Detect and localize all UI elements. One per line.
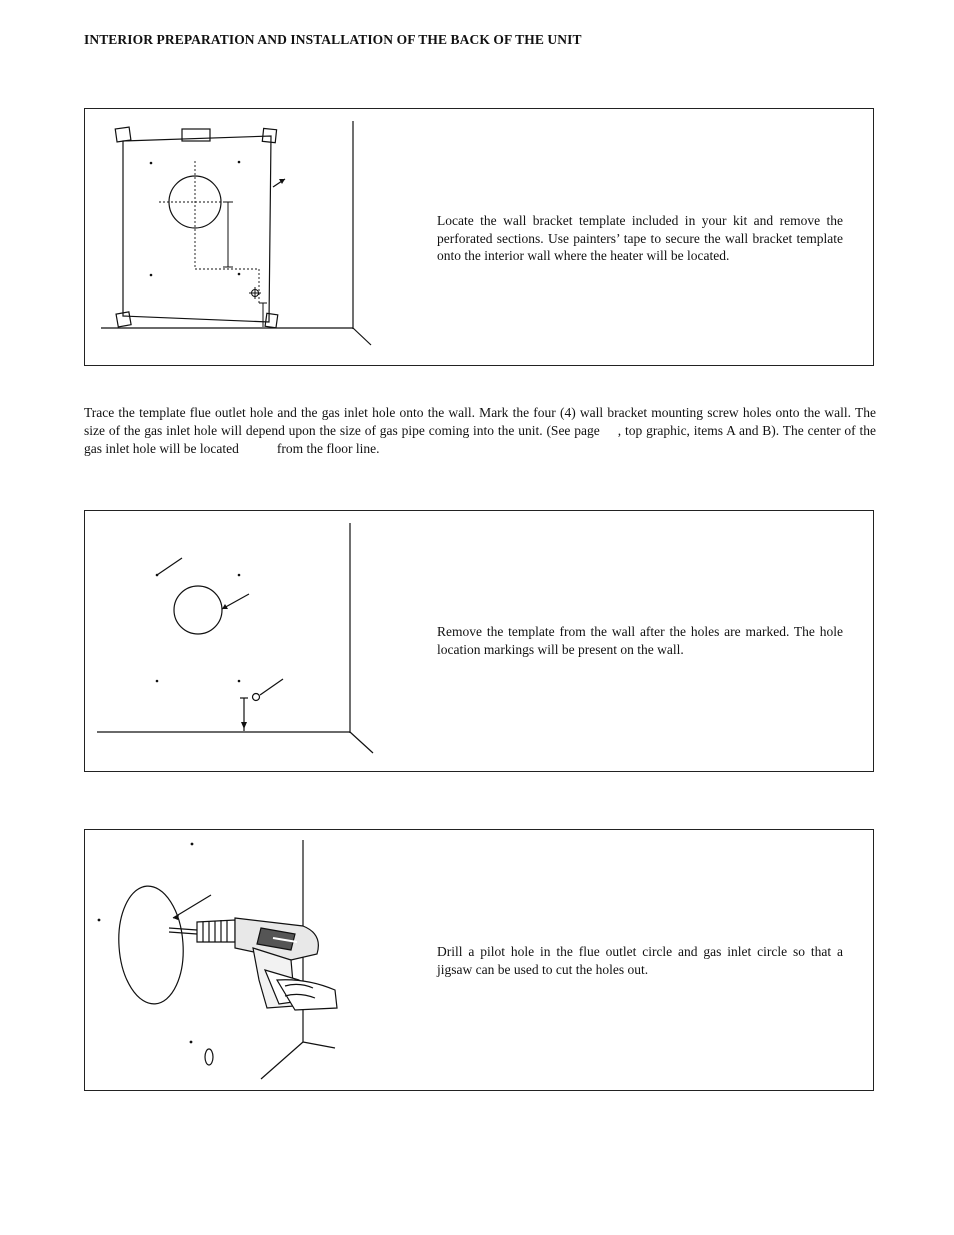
- step-instruction-template: Locate the wall bracket template included in your kit and remove the perforated sections. Use painters’ tape to secure the wall bracket template onto the interior wall where the heater will be located.: [437, 213, 843, 263]
- step-panel-template: [84, 108, 874, 366]
- trace-instructions: [84, 404, 876, 458]
- step-instruction-remove-template: Remove the template from the wall after the holes are marked. The hole location markings will be present on the wall.: [437, 624, 843, 657]
- trace-text-part3: from the floor line.: [276, 441, 380, 456]
- step-panel-marked-wall: [84, 510, 874, 772]
- step-panel-drill: [84, 829, 874, 1091]
- step-instruction-drill: Drill a pilot hole in the flue outlet circle and gas inlet circle so that a jigsaw can be used to cut the holes out.: [437, 944, 843, 977]
- trace-text-part2: , top graphic, items A and B). The center of the gas inlet hole will be located: [84, 423, 877, 456]
- trace-text-part1: Trace the template flue outlet hole and the gas inlet hole onto the wall. Mark the four (4) wall bracket mounting screw holes onto the wall. The size of the gas inlet hole will depend upon the size of gas pipe coming into the unit. (See page: [84, 405, 876, 438]
- section-heading: INTERIOR PREPARATION AND INSTALLATION OF THE BACK OF THE UNIT: [84, 32, 582, 47]
